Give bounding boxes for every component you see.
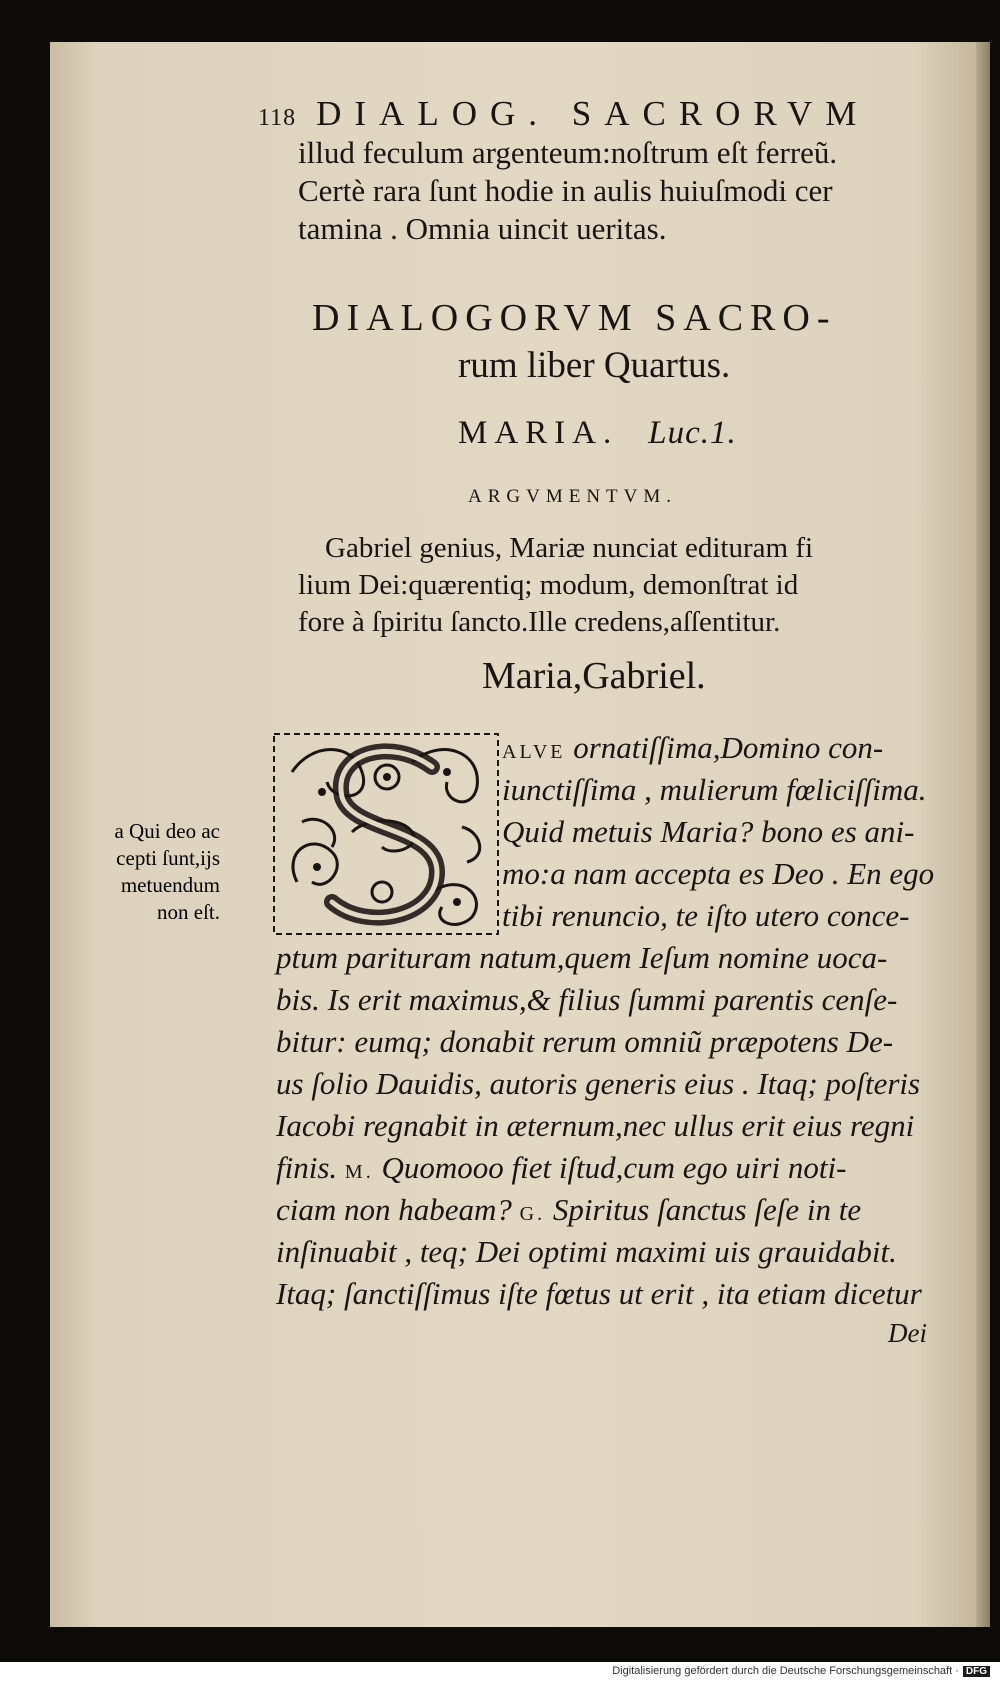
book-title-line-1: DIALOGORVM SACRO- [312,297,837,339]
speaker-marker: G. [519,1203,546,1225]
dialogue-title: MARIA. [458,415,619,451]
dialogue-reference: Luc.1. [648,415,737,451]
body-line [276,1192,861,1228]
book-title-line-2: rum liber Quartus. [458,345,731,386]
digitization-footer [612,1665,990,1677]
body-line: tibi renuncio, te iſto utero conce- [502,898,910,933]
previous-text-line: tamina . Omnia uincit ueritas. [298,211,667,246]
body-line-text: finis. [276,1150,345,1185]
body-line: Iacobi regnabit in æternum,nec ullus erit eius regni [276,1108,915,1143]
margin-note-line: a Qui deo ac [114,819,220,843]
margin-note-line: cepti ſunt,ijs [116,846,220,870]
argument-line: fore à ſpiritu ſancto.Ille credens,aſſentitur. [298,606,781,638]
running-header [258,94,869,134]
decorated-initial-svg [272,732,500,937]
margin-note [30,818,220,926]
previous-text-line: illud feculum argenteum:noſtrum eſt ferreũ. [298,135,838,170]
body-line: Quid metuis Maria? bono es ani- [502,814,915,849]
margin-note-line: metuendum [120,873,220,897]
speaker-marker: M. [344,1161,374,1183]
decorated-initial-s-icon [272,732,500,937]
dfg-logo: DFG [963,1666,990,1677]
initial-continuation: ALVE [502,741,566,763]
argument-line: lium Dei:quærentiq; modum, demonſtrat id [298,569,799,601]
body-line-text: ornatiſſima,Domino con- [565,730,884,765]
body-line-text: Quomooo fiet iſtud,cum ego uiri noti- [373,1150,847,1185]
running-title: DIALOG. SACRORVM [316,94,870,133]
body-line: ptum parituram natum,quem Ieſum nomine uoca- [276,940,888,975]
body-line: bitur: eumq; donabit rerum omniũ præpotens De- [276,1024,894,1059]
footer-text: Digitalisierung gefördert durch die Deutsche Forschungsgemeinschaft · [612,1665,959,1677]
margin-note-line: non eſt. [157,900,220,924]
previous-text-line: Certè rara ſunt hodie in aulis huiuſmodi cer [298,173,833,208]
body-line: Itaq; ſanctiſſimus iſte fœtus ut erit , ita etiam dicetur [276,1276,922,1311]
page-edge [976,42,990,1627]
catchword: Dei [888,1318,927,1348]
body-line: mo:a nam accepta es Deo . En ego [502,856,935,891]
argument-line: Gabriel genius, Mariæ nunciat edituram fi [325,532,814,564]
argument-heading: ARGVMENTVM. [468,486,678,507]
body-line [276,1150,846,1186]
body-line: iunctiſſima , mulierum fœliciſſima. [502,772,927,807]
body-line: bis. Is erit maximus,& filius ſummi parentis cenſe- [276,982,898,1017]
dialogue-heading [458,415,737,452]
body-line-text: ciam non habeam? [276,1192,520,1227]
body-line-text: Spiritus ſanctus ſeſe in te [545,1192,862,1227]
page-number: 118 [258,105,297,131]
body-line: inſinuabit , teq; Dei optimi maximi uis grauidabit. [276,1234,897,1269]
body-line [502,730,883,766]
body-line: us ſolio Dauidis, autoris generis eius . Itaq; poſteris [276,1066,921,1101]
dialogue-persons: Maria,Gabriel. [482,655,706,697]
